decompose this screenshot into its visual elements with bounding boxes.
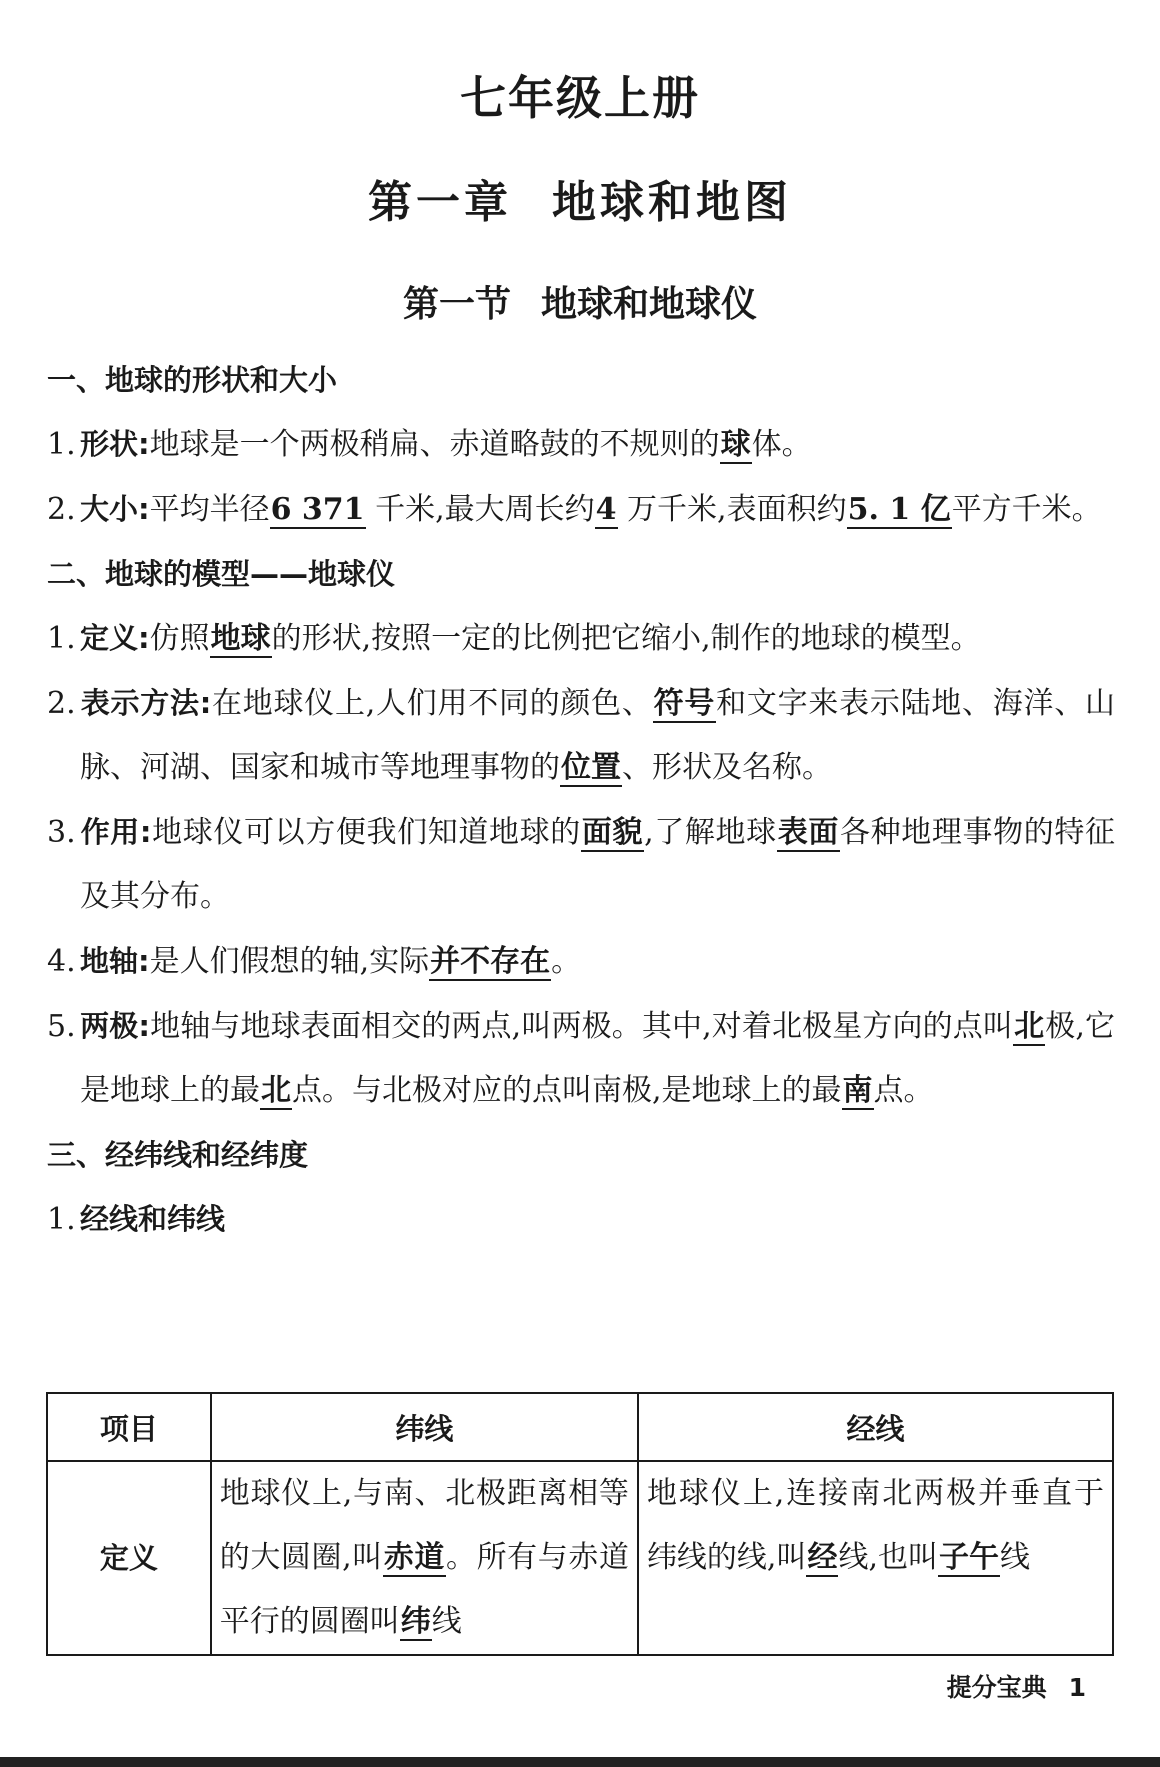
cell-text: 地球仪上,连接南北两极并垂直于纬线的线,叫 [646, 1476, 1104, 1575]
item-text: 点。 [873, 1073, 934, 1108]
item-number: 2. [47, 492, 76, 527]
item-text: 在地球仪上,人们用不同的颜色、 [211, 686, 653, 721]
content-body [47, 348, 1115, 1252]
item-text: 、形状及名称。 [622, 750, 832, 785]
heading-shape-size: 一、地球的形状和大小 [47, 363, 338, 397]
chapter-name: 地球和地图 [552, 177, 792, 228]
section-name: 地球和地球仪 [541, 283, 758, 325]
item-text: 地球是一个两极稍扁、赤道略鼓的不规则的 [149, 427, 720, 462]
table-header-row [47, 1393, 1113, 1461]
cell-text: 线,也叫 [838, 1540, 939, 1575]
table-row [47, 1461, 1113, 1655]
item-text: ,了解地球 [644, 815, 777, 850]
lat-definition-cell [211, 1461, 638, 1655]
item-number: 2. [47, 686, 76, 721]
table-header: 项目 [47, 1393, 211, 1461]
item-term: 表示方法: [80, 686, 212, 720]
table-header: 纬线 [211, 1393, 638, 1461]
item-term: 大小: [80, 492, 150, 526]
item-text: 点。与北极对应的点叫南极,是地球上的最 [292, 1073, 842, 1108]
heading-globe-model: 二、地球的模型——地球仪 [47, 557, 396, 591]
item-term: 作用: [80, 815, 152, 849]
cell-text: 地球仪上,与南、北极距离相等的大圆圈,叫 [219, 1476, 629, 1575]
section-number: 第一节 [402, 283, 511, 325]
item-text: 地轴与地球表面相交的两点,叫两极。其中,对着北极星方向的点叫 [149, 1009, 1014, 1044]
answer-blank: 地球 [210, 621, 271, 656]
row-label: 定义 [47, 1461, 211, 1655]
item-text: 千米,最大周长约 [365, 492, 595, 527]
item-number: 1. [47, 1202, 76, 1237]
item-text: 万千米,表面积约 [617, 492, 847, 527]
item-number: 5. [47, 1009, 76, 1044]
item-text: 地球仪可以方便我们知道地球的 [151, 815, 581, 850]
heading-lat-lon: 三、经纬线和经纬度 [47, 1138, 309, 1172]
item-function [47, 800, 1115, 929]
item-term: 两极: [80, 1009, 150, 1043]
table-header: 经线 [638, 1393, 1113, 1461]
section-title [0, 276, 1160, 327]
answer-blank: 6 371 [270, 492, 365, 527]
chapter-number: 第一章 [368, 177, 512, 228]
item-term: 形状: [80, 427, 150, 461]
answer-blank: 4 [595, 492, 617, 527]
lat-lon-table [46, 1392, 1114, 1656]
cell-text: 线 [431, 1604, 462, 1639]
answer-blank: 子午 [939, 1540, 1000, 1575]
item-text: 平均半径 [149, 492, 270, 527]
item-text: 各种地理事物的特征及其分布。 [80, 815, 1116, 914]
item-poles [47, 994, 1115, 1123]
item-text: 平方千米。 [951, 492, 1102, 527]
answer-blank: 位置 [561, 750, 621, 785]
item-number: 1. [47, 621, 76, 656]
answer-blank: 球 [720, 427, 751, 462]
item-term: 经线和纬线 [80, 1202, 226, 1236]
cell-text: 。所有与赤道平行的圆圈叫 [219, 1540, 629, 1639]
chapter-title [0, 166, 1160, 230]
answer-blank: 赤道 [383, 1540, 445, 1575]
answer-blank: 纬 [400, 1604, 431, 1639]
item-number: 3. [47, 815, 76, 850]
answer-blank: 符号 [653, 686, 716, 721]
item-text: 。 [551, 944, 582, 979]
item-text: 的形状,按照一定的比例把它缩小,制作的地球的模型。 [271, 621, 981, 656]
answer-blank: 北 [261, 1073, 291, 1108]
lon-definition-cell [638, 1461, 1113, 1655]
item-text: 极,它是地球上的最 [80, 1009, 1115, 1108]
cell-text: 线 [1000, 1540, 1031, 1575]
answer-blank: 北 [1014, 1009, 1045, 1044]
answer-blank: 面貌 [581, 815, 644, 850]
item-size [47, 477, 1115, 542]
item-text: 和文字来表示陆地、海洋、山脉、河湖、国家和城市等地理事物的 [80, 686, 1116, 785]
answer-blank: 经 [807, 1540, 838, 1575]
page-footer [947, 1668, 1086, 1704]
item-text: 仿照 [149, 621, 210, 656]
answer-blank: 表面 [777, 815, 840, 850]
answer-blank: 5. 1 亿 [847, 492, 951, 527]
page-number: 1 [1068, 1673, 1086, 1702]
item-text: 体。 [751, 427, 812, 462]
answer-blank: 并不存在 [430, 944, 551, 979]
item-number: 1. [47, 427, 76, 462]
bottom-edge-bar [0, 1757, 1160, 1767]
footer-book-name: 提分宝典 [946, 1673, 1047, 1702]
item-definition [47, 606, 1115, 671]
item-earth-axis [47, 929, 1115, 994]
answer-blank: 南 [842, 1073, 873, 1108]
item-shape [47, 412, 1115, 477]
item-representation [47, 671, 1115, 800]
item-lat-lon-lines [47, 1187, 1115, 1252]
item-number: 4. [47, 944, 76, 979]
item-term: 地轴: [80, 944, 150, 978]
item-term: 定义: [80, 621, 150, 655]
item-text: 是人们假想的轴,实际 [149, 944, 430, 979]
book-title: 七年级上册 [460, 71, 700, 125]
